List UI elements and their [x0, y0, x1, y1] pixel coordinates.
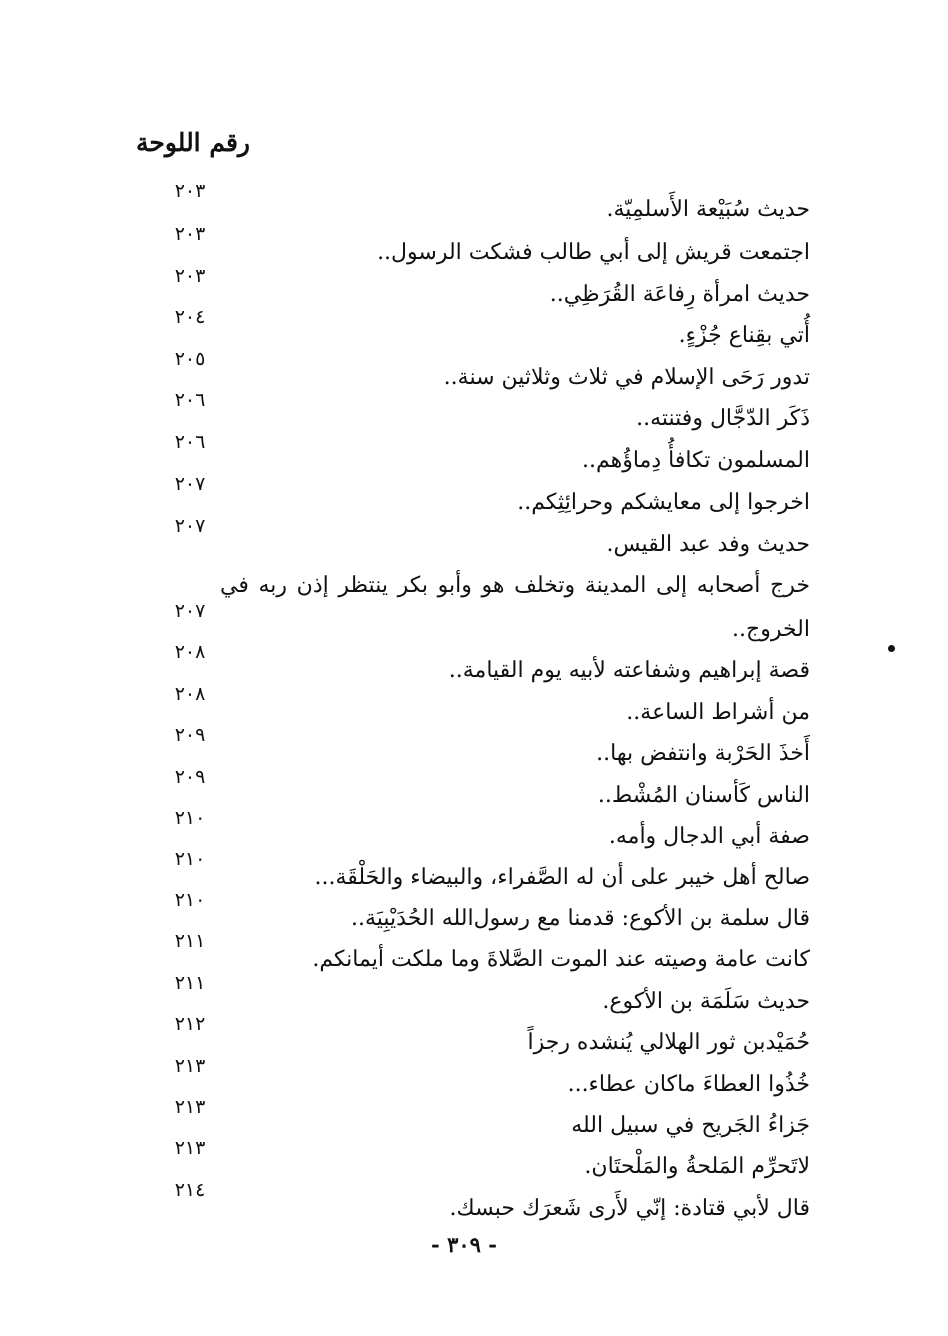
entry-title: حديث امرأة رِفاعَة القُرَظِي.. — [549, 282, 810, 307]
entry-plate-number: ٢١٣ — [174, 1096, 206, 1118]
index-entry — [0, 766, 948, 816]
entry-plate-number: ٢١٠ — [174, 848, 206, 870]
entry-title: اخرجوا إلى معايشكم وحرائِثِكم.. — [517, 490, 810, 515]
page-number: - ٣٠٩ - — [431, 1232, 497, 1257]
index-entry — [0, 724, 948, 774]
entry-title: قصة إبراهيم وشفاعته لأبيه يوم القيامة.. — [448, 658, 810, 683]
entry-title: صالح أهل خيبر على أن له الصَّفراء، والبيضاء والحَلْقَة... — [314, 865, 810, 890]
entry-plate-number: ٢٠٧ — [174, 600, 206, 622]
entry-plate-number: ٢١٠ — [174, 807, 206, 829]
entry-plate-number: ٢١٤ — [174, 1179, 206, 1201]
index-entry — [0, 515, 948, 565]
index-entry — [0, 1179, 948, 1229]
entry-title: قال سلمة بن الأكوع: قدمنا مع رسول‌الله الحُدَيْبِيَة.. — [350, 906, 810, 931]
scan-speck — [888, 645, 895, 652]
entry-title: حديث سُبَيْعة الأَسلمِيّة. — [606, 197, 810, 222]
entry-title: كانت عامة وصيته عند الموت الصَّلاةَ وما ملكت أيمانكم. — [312, 947, 810, 972]
entry-title: أَخذَ الحَرْبة وانتفض بها.. — [596, 741, 810, 766]
entry-plate-number: ٢٠٣ — [174, 223, 206, 245]
index-entry — [0, 641, 948, 691]
index-entry — [0, 1055, 948, 1105]
index-entry — [0, 180, 948, 230]
index-entry — [0, 431, 948, 481]
entry-title: من أشراط الساعة.. — [626, 700, 810, 725]
entry-plate-number: ٢٠٩ — [174, 766, 206, 788]
index-entry — [0, 223, 948, 273]
entry-title: تدور رَحَى الإسلام في ثلاث وثلاثين سنة.. — [443, 365, 810, 390]
entry-title: لاتَحرِّم المَلحةُ والمَلْحتَان. — [584, 1154, 810, 1179]
entry-title: حُمَيْدبن ثور الهلالي يُنشده رجزاً — [527, 1030, 810, 1055]
entry-plate-number: ٢١٠ — [174, 889, 206, 911]
entry-title: حديث سَلَمَة بن الأكوع. — [602, 989, 810, 1014]
entry-plate-number: ٢٠٣ — [174, 180, 206, 202]
entry-title: أُتي بقِناع جُزْءٍ. — [678, 323, 810, 348]
entry-title: حديث وفد عبد القيس. — [606, 532, 810, 557]
index-entry — [0, 972, 948, 1022]
entry-plate-number: ٢١١ — [174, 930, 206, 952]
entry-title: اجتمعت قريش إلى أبي طالب فشكت الرسول.. — [377, 240, 810, 265]
entry-plate-number: ٢٠٧ — [174, 473, 206, 495]
entry-plate-number: ٢٠٥ — [174, 348, 206, 370]
entry-plate-number: ٢٠٤ — [174, 306, 206, 328]
entry-title-line-2: الخروج.. — [732, 617, 810, 642]
entry-title-line-1: خرج أصحابه إلى المدينة وتخلف هو وأبو بكر ينتظر إذن ربه في — [220, 573, 810, 598]
column-header-plate-number: رقم اللوحة — [136, 128, 250, 157]
entry-plate-number: ٢٠٩ — [174, 724, 206, 746]
entry-plate-number: ٢٠٨ — [174, 641, 206, 663]
index-entry — [0, 683, 948, 733]
index-entry — [0, 306, 948, 356]
entry-plate-number: ٢٠٧ — [174, 515, 206, 537]
entry-title: المسلمون تكافأُ دِماؤُهم.. — [581, 448, 810, 473]
index-entry — [0, 348, 948, 398]
entry-plate-number: ٢٠٨ — [174, 683, 206, 705]
index-entry — [0, 1013, 948, 1063]
entry-plate-number: ٢٠٣ — [174, 265, 206, 287]
index-entry-wrapped — [0, 600, 948, 650]
index-entry — [0, 1137, 948, 1187]
entry-plate-number: ٢١١ — [174, 972, 206, 994]
entry-title: خُذُوا العطاءَ ماكان عطاء... — [567, 1072, 810, 1097]
index-entry — [0, 807, 948, 857]
entry-plate-number: ٢١٣ — [174, 1055, 206, 1077]
entry-title: الناس كَأسنان المُشْط.. — [597, 783, 810, 808]
index-entry — [0, 389, 948, 439]
entry-plate-number: ٢١٣ — [174, 1137, 206, 1159]
index-entry — [0, 889, 948, 939]
entry-plate-number: ٢١٢ — [174, 1013, 206, 1035]
index-entry — [0, 1096, 948, 1146]
entry-title: ذَكَر الدّجَّال وفتنته.. — [636, 406, 810, 431]
entry-title: صفة أبي الدجال وأمه. — [608, 824, 810, 849]
index-entry — [0, 930, 948, 980]
index-entry — [0, 848, 948, 898]
entry-title: قال لأبي قتادة: إنّي لأَرى شَعرَك حبسك. — [449, 1196, 810, 1221]
entry-plate-number: ٢٠٦ — [174, 431, 206, 453]
index-entry — [0, 473, 948, 523]
entry-plate-number: ٢٠٦ — [174, 389, 206, 411]
index-entry — [0, 265, 948, 315]
entry-title: جَزاءُ الجَريح في سبيل الله — [571, 1113, 810, 1138]
